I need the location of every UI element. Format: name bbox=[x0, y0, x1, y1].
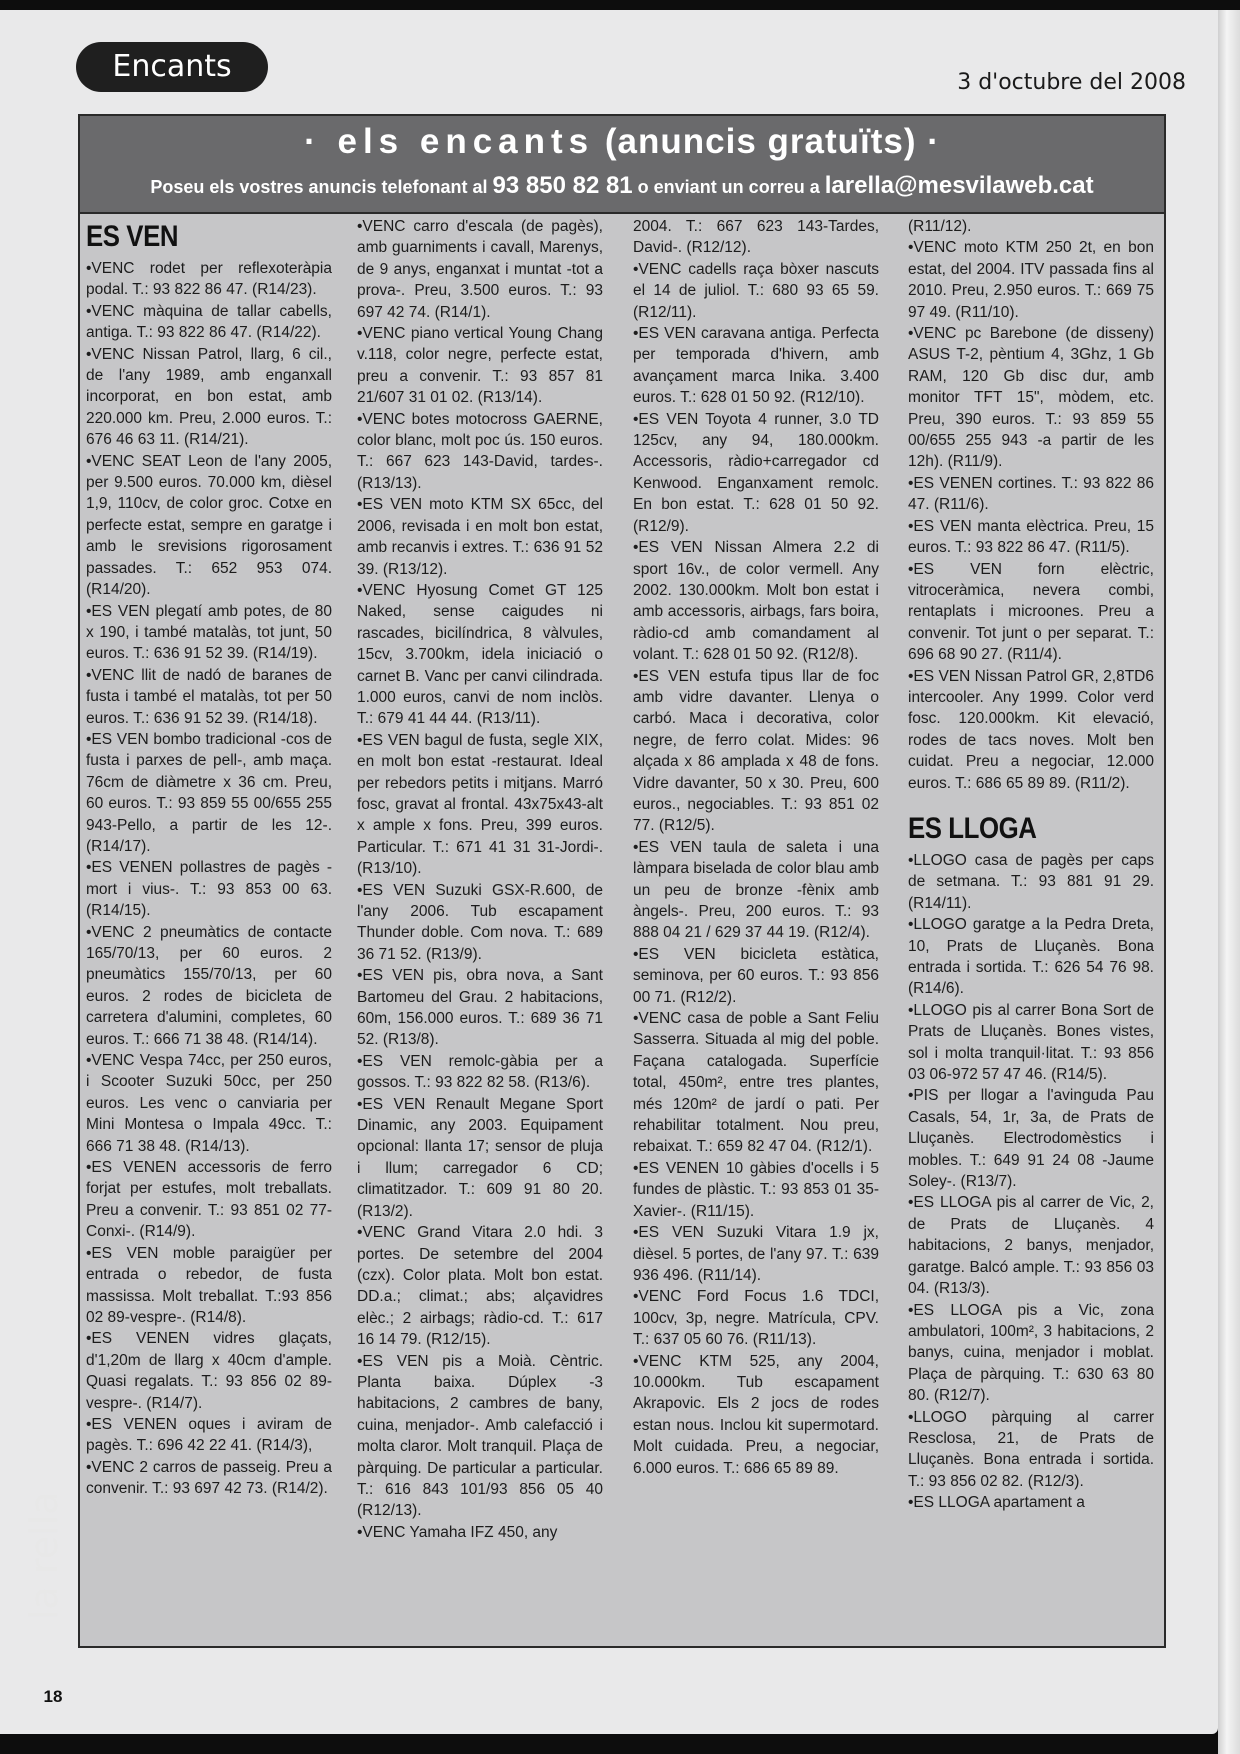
classified-ad: •VENC 2 pneumàtics de contacte 165/70/13, per 60 euros. 2 pneumàtics 155/70/13, per 60 euros. 2 rodes de bicicleta de carretera d'alumini, completes, 60 euros. T.: 666 71 38 48. (R14/14). bbox=[86, 923, 332, 1048]
classified-ad: •ES VEN Nissan Almera 2.2 di sport 16v., de color vermell. Any 2002. 130.000km. Molt bon estat i amb accessoris, airbags, fars boira, ràdio-cd amb comandament al volant. T.: 628 01 50 92. (R12/8). bbox=[633, 539, 879, 664]
ad-list bbox=[908, 216, 1154, 794]
section-heading-es-ven: ES VEN bbox=[86, 220, 179, 253]
classified-ad: •LLOGO casa de pagès per caps de setmana. T.: 93 881 91 29. (R14/11). bbox=[908, 851, 1154, 912]
classified-ad: •ES VEN Suzuki GSX-R.600, de l'any 2006. Tub escapament Thunder doble. Com nova. T.: 689 36 71 52. (R13/9). bbox=[357, 881, 603, 963]
classified-ad: •PIS per llogar a l'avinguda Pau Casals, 54, 1r, 3a, de Prats de Lluçanès. Electrodomèstics i mobles. T.: 649 91 24 08 -Jaume Soley-. (R13/7). bbox=[908, 1087, 1154, 1191]
classified-ad: •VENC rodet per reflexoteràpia podal. T.: 93 822 86 47. (R14/23). bbox=[86, 260, 332, 299]
magazine-brand: la rella bbox=[22, 1491, 66, 1620]
classified-ad: •LLOGO pàrquing al carrer Resclosa, 21, de Prats de Lluçanès. Bona entrada i sortida. T.: 93 856 02 82. (R12/3). bbox=[908, 1408, 1154, 1490]
classified-ad: •LLOGO garatge a la Pedra Dreta, 10, Prats de Lluçanès. Bona entrada i sortida. T.: 626 54 76 98. (R14/6). bbox=[908, 916, 1154, 998]
classified-ad: •ES VEN Renault Megane Sport Dinamic, any 2003. Equipament opcional: llanta 17; sensor de pluja i llum; carregador 6 CD; climatitzador. T.: 609 91 80 20. (R13/2). bbox=[357, 1095, 603, 1220]
classified-ad: (R11/12). bbox=[908, 218, 972, 235]
classifieds-banner bbox=[78, 114, 1166, 214]
classified-ad: •ES LLOGA apartament a bbox=[908, 1494, 1085, 1512]
page-spine bbox=[1218, 10, 1240, 1754]
banner-contact-line bbox=[80, 172, 1164, 200]
classified-ad: •VENC pc Barebone (de disseny) ASUS T-2, pèntium 4, 3Ghz, 1 Gb RAM, 120 Gb disc dur, amb monitor TFT 15", mòdem, etc. Preu, 390 euros. T.: 93 859 55 00/655 255 943 -a partir de les 12h). (R11/9). bbox=[908, 325, 1154, 471]
classified-ad: •VENC Vespa 74cc, per 250 euros, i Scooter Suzuki 50cc, per 250 euros. Les venc o canviaria per Mini Montesa o Impala 49cc. T.: 666 71 38 48. (R14/13). bbox=[86, 1052, 332, 1155]
banner-contact-text-2: o enviant un correu a bbox=[637, 177, 820, 197]
classified-ad: •ES VENEN pollastres de pagès -mort i vius-. T.: 93 853 00 63. (R14/15). bbox=[86, 859, 332, 920]
classified-ad: •ES VEN taula de saleta i una làmpara biselada de color blau amb un peu de bronze -fènix amb àngels-. Preu, 200 euros. T.: 93 888 04 21 / 629 37 44 19. (R12/4). bbox=[633, 838, 879, 942]
classified-ad: •VENC Nissan Patrol, llarg, 6 cil., de l'any 1989, amb enganxall incorporat, en bon estat, amb 220.000 km. Preu, 2.000 euros. T.: 676 46 63 11. (R14/21). bbox=[86, 345, 332, 449]
classified-ad: •ES VEN manta elèctrica. Preu, 15 euros. T.: 93 822 86 47. (R11/5). bbox=[908, 517, 1154, 557]
classified-ad: •ES VENEN 10 gàbies d'ocells i 5 fundes de plàstic. T.: 93 853 01 35-Xavier-. (R11/15). bbox=[633, 1159, 879, 1220]
banner-title-sub: (anuncis gratuïts) · bbox=[604, 122, 940, 161]
classified-ad: •VENC 2 carros de passeig. Preu a convenir. T.: 93 697 42 73. (R14/2). bbox=[86, 1458, 332, 1498]
classified-ad: •ES VEN caravana antiga. Perfecta per temporada d'hivern, amb avançament marca Inika. 3.400 euros. T.: 628 01 50 92. (R12/10). bbox=[633, 325, 879, 407]
classified-ad: •ES VEN plegatí amb potes, de 80 x 190, i també matalàs, tot junt, 50 euros. T.: 636 91 52 39. (R14/19). bbox=[86, 602, 332, 663]
classified-ad: •VENC SEAT Leon de l'any 2005, per 9.500 euros. 70.000 km, dièsel 1,9, 110cv, de color groc. Cotxe en perfecte estat, sempre en garatge i amb le srevisions rigorosament passades. T.: 652 953 074. (R14/20). bbox=[86, 452, 332, 599]
classified-ad: •ES VEN moble paraigüer per entrada o rebedor, de fusta massissa. Molt treballat. T.:93 856 02 89-vespre-. (R14/8). bbox=[86, 1244, 332, 1326]
classified-ad: •VENC cadells raça bòxer nascuts el 14 de juliol. T.: 680 93 65 59. (R12/11). bbox=[633, 260, 879, 321]
classified-ad: •VENC KTM 525, any 2004, 10.000km. Tub escapament Akrapovic. Els 2 jocs de rodes estan nous. Inclou kit supermotard. Molt cuidada. Preu, a negociar, 6.000 euros. T.: 686 65 89 89. bbox=[633, 1352, 879, 1477]
column-4 bbox=[908, 216, 1154, 1644]
classified-ad: •ES VEN Nissan Patrol GR, 2,8TD6 intercooler. Any 1999. Color verd fosc. 120.000km. Kit elevació, rodes de tacs noves. Molt ben cuidat. Preu a negociar, 12.000 euros. T.: 686 65 89 89. (R11/2). bbox=[908, 667, 1154, 792]
column-1 bbox=[86, 216, 332, 1644]
contact-phone: 93 850 82 81 bbox=[492, 172, 633, 199]
classified-ad: •VENC casa de poble a Sant Feliu Sasserra. Situada al mig del poble. Façana catalogada. Superfície total, 450m², entre tres plantes, més 120m² de jardí o pati. Per rehabilitar totalment. Nou preu, rebaixat. T.: 659 82 47 04. (R12/1). bbox=[633, 1010, 879, 1156]
classified-ad: •VENC Ford Focus 1.6 TDCI, 100cv, 3p, negre. Matrícula, CPV. T.: 637 05 60 76. (R11/13). bbox=[633, 1288, 879, 1349]
classified-ad: •ES VEN pis a Moià. Cèntric. Planta baixa. Dúplex -3 habitacions, 2 cambres de bany, cuina, menjador-. Amb calefacció i molta claror. Molt tranquil. Plaça de pàrquing. De particular a particular. T.: 616 843 101/93 856 05 40 (R12/13). bbox=[357, 1352, 603, 1520]
ad-list bbox=[86, 258, 332, 1500]
ad-list bbox=[633, 216, 879, 1479]
classified-ad: •VENC carro d'escala (de pagès), amb guarniments i cavall, Marenys, de 9 anys, enganxat i muntat -tot a prova-. Preu, 3.500 euros. T.: 93 697 42 74. (R14/1). bbox=[357, 218, 603, 321]
classified-ad: •ES VEN bagul de fusta, segle XIX, en molt bon estat -restaurat. Ideal per rebedors petits i mitjans. Marró fosc, gravat al frontal. 43x75x43-alt x ample x fons. Preu, 399 euros. Particular. T.: 671 41 31 31-Jordi-. (R13/10). bbox=[357, 731, 603, 878]
classified-ad: •VENC Yamaha IFZ 450, any bbox=[357, 1523, 558, 1541]
classified-ad: •ES VEN Suzuki Vitara 1.9 jx, dièsel. 5 portes, de l'any 97. T.: 639 936 496. (R11/14). bbox=[633, 1224, 879, 1284]
classified-ad: •VENC piano vertical Young Chang v.118, color negre, perfecte estat, preu a convenir. T.: 93 857 81 21/607 31 01 02. (R13/14). bbox=[357, 325, 603, 407]
classified-ad: 2004. T.: 667 623 143-Tardes, David-. (R12/12). bbox=[633, 218, 879, 257]
classified-ad: •ES VEN pis, obra nova, a Sant Bartomeu del Grau. 2 habitacions, 60m, 156.000 euros. T.: 689 36 71 52. (R13/8). bbox=[357, 967, 603, 1049]
contact-email[interactable]: larella@mesvilaweb.cat bbox=[824, 172, 1094, 199]
classified-ad: •VENC Hyosung Comet GT 125 Naked, sense caigudes ni rascades, bicilíndrica, 8 vàlvules, 15cv, 3.700km, idela iniciació o carnet B. Vanc per canvi cilindrada. 1.000 euros, canvi de nom inclòs. T.: 679 41 44 44. (R13/11). bbox=[357, 581, 603, 728]
classified-ad: •ES VENEN oques i aviram de pagès. T.: 696 42 22 41. (R14/3), bbox=[86, 1415, 332, 1455]
classified-ad: •VENC moto KTM 250 2t, en bon estat, del 2004. ITV passada fins al 2010. Preu, 2.950 euros. T.: 669 75 97 49. (R11/10). bbox=[908, 239, 1154, 321]
banner-contact-text: Poseu els vostres anuncis telefonant al bbox=[150, 177, 488, 197]
classified-ad: •ES LLOGA pis a Vic, zona ambulatori, 100m², 3 habitacions, 2 banys, cuina, menjador i moblat. Plaça de pàrquing. T.: 630 63 80 80. (R12/7). bbox=[908, 1301, 1154, 1405]
classified-ad: •ES VENEN vidres glaçats, d'1,20m de llarg x 40cm d'ample. Quasi regalats. T.: 93 856 02 89-vespre-. (R14/7). bbox=[86, 1330, 332, 1412]
classified-ad: •ES VENEN accessoris de ferro forjat per estufes, molt treballats. Preu a convenir. T.: 93 851 02 77-Conxi-. (R14/9). bbox=[86, 1159, 332, 1241]
column-2 bbox=[357, 216, 603, 1644]
classified-ad: •ES LLOGA pis al carrer de Vic, 2, de Prats de Lluçanès. 4 habitacions, 2 banys, menjador, garatge. Balcó ample. T.: 93 856 03 04. (R13/3). bbox=[908, 1194, 1154, 1298]
banner-title bbox=[80, 122, 1164, 162]
issue-date: 3 d'octubre del 2008 bbox=[957, 70, 1186, 95]
ad-list bbox=[908, 850, 1154, 1514]
classified-ad: •VENC botes motocross GAERNE, color blanc, molt poc ús. 150 euros. T.: 667 623 143-David, tardes-. (R13/13). bbox=[357, 410, 603, 492]
classifieds-body bbox=[78, 214, 1166, 1648]
classified-ad: •ES VEN bombo tradicional -cos de fusta i parxes de pell-, amb maça. 76cm de diàmetre x 36 cm. Preu, 60 euros. T.: 93 859 55 00/655 255 943-Pello, a partir de les 12-. (R14/17). bbox=[86, 730, 332, 855]
classified-ad: •ES VEN Toyota 4 runner, 3.0 TD 125cv, any 94, 180.000km. Accessoris, ràdio+carregador cd Kenwood. Enganxament remolc. En bon estat. T.: 628 01 50 92. (R12/9). bbox=[633, 410, 879, 535]
classified-ad: •ES VEN estufa tipus llar de foc amb vidre davanter. Llenya o carbó. Maca i decorativa, color negre, de ferro colat. Mides: 96 alçada x 86 amplada x 48 de fons. Vidre davanter, 50 x 30. Preu, 600 euros., negociables. T.: 93 851 02 77. (R12/5). bbox=[633, 667, 879, 835]
ad-list bbox=[357, 216, 603, 1543]
classified-ad: •LLOGO pis al carrer Bona Sort de Prats de Lluçanès. Bones vistes, sol i molta tranquil·litat. T.: 93 856 03 06-972 57 47 46. (R14/5). bbox=[908, 1001, 1154, 1084]
section-heading-es-lloga: ES LLOGA bbox=[908, 811, 1037, 845]
section-label: Encants bbox=[76, 42, 268, 92]
classified-ad: •ES VEN bicicleta estàtica, seminova, per 60 euros. T.: 93 856 00 71. (R12/2). bbox=[633, 945, 879, 1006]
classified-ad: •ES VEN moto KTM SX 65cc, del 2006, revisada i en molt bon estat, amb recanvis i extres. T.: 636 91 52 39. (R13/12). bbox=[357, 496, 603, 578]
page-number: 18 bbox=[34, 1678, 72, 1716]
banner-title-main: · els encants bbox=[304, 122, 595, 161]
classified-ad: •VENC màquina de tallar cabells, antiga. T.: 93 822 86 47. (R14/22). bbox=[86, 302, 332, 342]
column-3 bbox=[633, 216, 879, 1644]
classified-ad: •VENC Grand Vitara 2.0 hdi. 3 portes. De setembre del 2004 (czx). Color plata. Molt bon estat. DD.a.; climat.; abs; alçavidres elèc.; 2 airbags; ràdio-cd. T.: 617 16 14 79. (R12/15). bbox=[357, 1224, 603, 1349]
classified-ad: •ES VEN forn elèctric, vitroceràmica, nevera combi, rentaplats i microones. Preu a convenir. Tot junt o per separat. T.: 696 68 90 27. (R11/4). bbox=[908, 560, 1154, 664]
classified-ad: •ES VEN remolc-gàbia per a gossos. T.: 93 822 82 58. (R13/6). bbox=[357, 1052, 603, 1092]
classified-ad: •ES VENEN cortines. T.: 93 822 86 47. (R11/6). bbox=[908, 474, 1154, 514]
classified-ad: •VENC llit de nadó de baranes de fusta i també el matalàs, tot per 50 euros. T.: 636 91 52 39. (R14/18). bbox=[86, 666, 332, 727]
